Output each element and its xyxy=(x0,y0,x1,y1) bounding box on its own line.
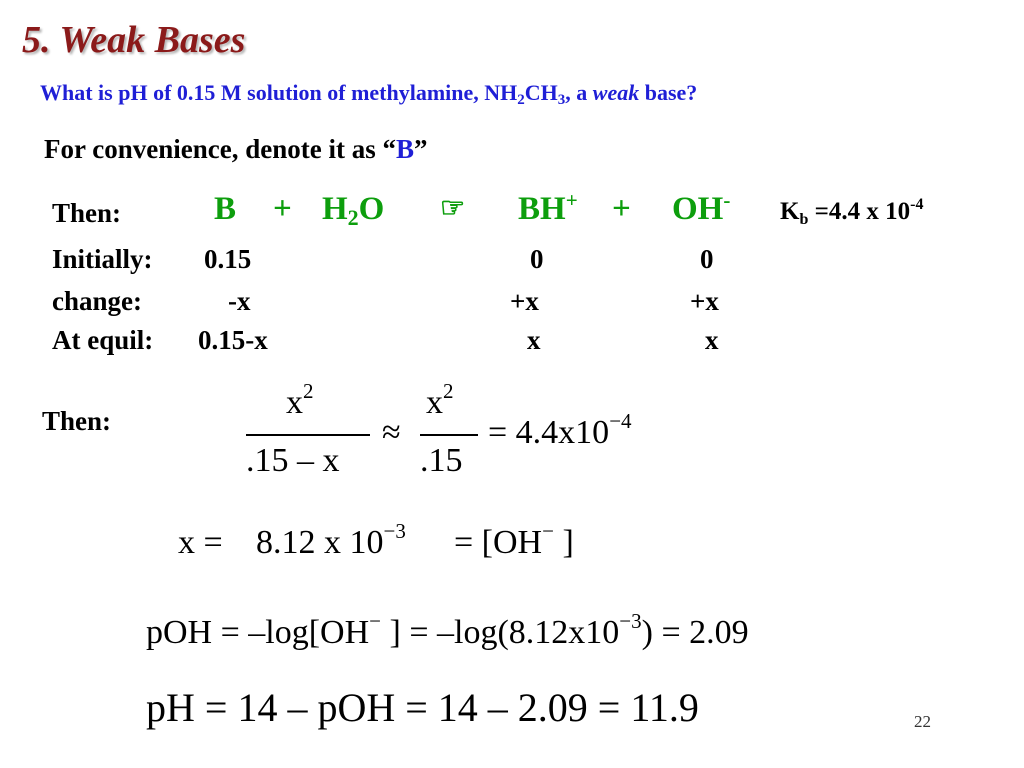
bh-text: BH xyxy=(518,191,566,227)
frac1-num-exp: 2 xyxy=(303,379,314,403)
solution-rhs-text: = [OH xyxy=(454,524,543,561)
question-sub1: 2 xyxy=(517,92,525,108)
kb-value: =4.4 x 10 xyxy=(808,198,911,225)
approx-rhs-exp: −4 xyxy=(609,409,632,433)
solution-value-exp: −3 xyxy=(383,519,406,543)
convenience-note xyxy=(44,134,427,165)
kb-constant xyxy=(780,198,923,226)
question-part2: CH xyxy=(524,80,558,105)
ice-equil-oh: x xyxy=(705,325,719,355)
ice-change-oh: +x xyxy=(690,286,719,316)
kb-sub: b xyxy=(799,211,809,228)
poh-charge: − xyxy=(369,609,382,633)
ice-change-b: -x xyxy=(228,286,251,316)
ph-equation: pH = 14 – pOH = 14 – 2.09 = 11.9 xyxy=(146,685,699,730)
product-oh xyxy=(672,188,731,228)
frac1-denominator: .15 – x xyxy=(246,442,340,479)
question-part3: , a xyxy=(565,80,593,105)
frac2-denominator: .15 xyxy=(420,442,463,479)
ice-label-equil: At equil: xyxy=(52,325,154,355)
solution-value xyxy=(256,519,406,562)
poh-equation xyxy=(146,609,749,652)
poh-text: pOH = –log[OH xyxy=(146,614,370,651)
solution-rhs-close: ] xyxy=(553,524,574,561)
approx-rhs-text: = 4.4x10 xyxy=(488,414,610,451)
frac1-numerator xyxy=(286,379,314,422)
question-part4: base? xyxy=(639,80,698,105)
slide-title: 5. Weak Bases xyxy=(22,19,246,61)
frac2-num-x: x xyxy=(426,384,443,421)
kb-k: K xyxy=(780,198,800,225)
frac2-num-exp: 2 xyxy=(443,379,454,403)
ice-initial-bh: 0 xyxy=(530,244,544,274)
reaction-label: Then: xyxy=(52,198,122,228)
solution-rhs xyxy=(454,519,574,562)
ice-label-initial: Initially: xyxy=(52,244,153,274)
water-o: O xyxy=(358,191,385,227)
approx-label: Then: xyxy=(42,406,112,436)
question-sub2: 3 xyxy=(557,92,566,108)
approx-symbol: ≈ xyxy=(382,414,401,451)
oh-charge: - xyxy=(723,188,731,212)
reactant-b: B xyxy=(214,191,237,227)
product-bh xyxy=(518,188,578,228)
ice-initial-b: 0.15 xyxy=(204,244,252,274)
poh-exp: −3 xyxy=(619,609,642,633)
kb-exponent: -4 xyxy=(910,196,924,213)
reaction-arrow-icon: ☞ xyxy=(440,193,466,224)
ice-change-bh: +x xyxy=(510,286,539,316)
convenience-text: For convenience, denote it as “ xyxy=(44,134,396,164)
plus-sign-2: + xyxy=(612,191,631,227)
convenience-close: ” xyxy=(413,134,428,164)
ice-equil-b: 0.15-x xyxy=(198,325,268,355)
solution-value-text: 8.12 x 10 xyxy=(256,524,384,561)
question-part1: What is pH of 0.15 M solution of methylamine, NH xyxy=(40,80,518,105)
ice-label-change: change: xyxy=(52,286,142,316)
solution-lhs: x = xyxy=(178,524,223,561)
page-number: 22 xyxy=(914,712,931,731)
frac1-num-x: x xyxy=(286,384,303,421)
oh-text: OH xyxy=(672,191,724,227)
question-text xyxy=(40,80,697,106)
fraction-bar-2 xyxy=(420,434,478,436)
plus-sign-1: + xyxy=(273,191,292,227)
water-sub: 2 xyxy=(347,205,359,230)
solution-rhs-charge: − xyxy=(542,519,554,543)
bh-charge: + xyxy=(565,188,578,212)
water-h: H xyxy=(322,191,348,227)
base-symbol: B xyxy=(395,134,414,164)
poh-mid: ] = –log(8.12x10 xyxy=(381,614,620,651)
approx-rhs xyxy=(488,409,632,452)
poh-end: ) = 2.09 xyxy=(641,614,749,651)
question-emphasis: weak xyxy=(592,80,640,105)
ice-initial-oh: 0 xyxy=(700,244,714,274)
ice-equil-bh: x xyxy=(527,325,541,355)
reactant-water xyxy=(322,191,384,228)
fraction-bar-1 xyxy=(246,434,370,436)
frac2-numerator xyxy=(426,379,454,422)
